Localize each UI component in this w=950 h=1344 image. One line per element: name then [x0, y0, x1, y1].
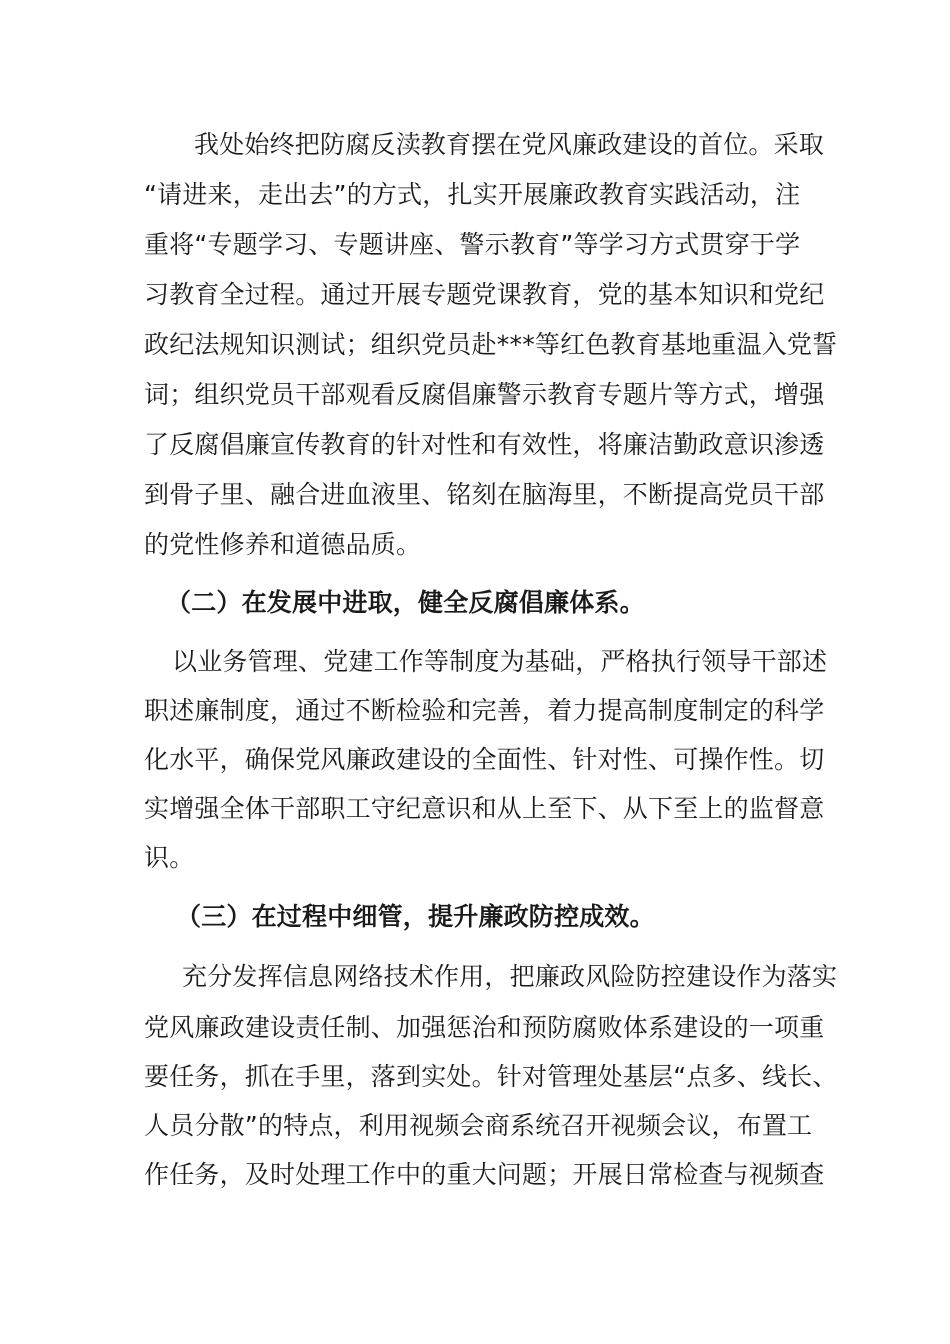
paragraph-line: 化水平，确保党风廉政建设的全面性、针对性、可操作性。切 [144, 745, 825, 774]
paragraph-line: 职述廉制度，通过不断检验和完善，着力提高制度制定的科学 [144, 696, 825, 725]
paragraph-line: 识。 [144, 843, 195, 872]
paragraph-line: “请进来，走出去”的方式，扎实开展廉政教育实践活动，注 [144, 180, 801, 209]
paragraph-line: 党风廉政建设责任制、加强惩治和预防腐败体系建设的一项重 [144, 1013, 825, 1042]
paragraph-line: 政纪法规知识测试；组织党员赴***等红色教育基地重温入党誓 [144, 330, 838, 359]
paragraph-line: 人员分散”的特点，利用视频会商系统召开视频会议，布置工 [144, 1111, 813, 1140]
paragraph-line: 习教育全过程。通过开展专题党课教育，党的基本知识和党纪 [144, 280, 825, 309]
paragraph-line: 到骨子里、融合进血液里、铭刻在脑海里，不断提高党员干部 [144, 480, 825, 509]
paragraph-line: 词；组织党员干部观看反腐倡廉警示教育专题片等方式，增强 [144, 380, 825, 409]
paragraph-line: 了反腐倡廉宣传教育的针对性和有效性，将廉洁勤政意识渗透 [144, 430, 825, 459]
paragraph-line: 作任务，及时处理工作中的重大问题；开展日常检查与视频查 [144, 1160, 825, 1189]
section-heading: （三）在过程中细管，提升廉政防控成效。 [176, 902, 655, 931]
paragraph-line: 以业务管理、党建工作等制度为基础，严格执行领导干部述 [172, 647, 828, 676]
paragraph-line: 充分发挥信息网络技术作用，把廉政风险防控建设作为落实 [182, 962, 838, 991]
paragraph-line: 的党性修养和道德品质。 [144, 530, 422, 559]
section-heading: （二）在发展中进取，健全反腐倡廉体系。 [166, 588, 645, 617]
paragraph-line: 要任务，抓在手里，落到实处。针对管理处基层“点多、线长、 [144, 1062, 838, 1091]
paragraph-line: 重将“专题学习、专题讲座、警示教育”等学习方式贯穿于学 [144, 230, 801, 259]
paragraph-line: 实增强全体干部职工守纪意识和从上至下、从下至上的监督意 [144, 794, 825, 823]
paragraph-line: 我处始终把防腐反渎教育摆在党风廉政建设的首位。采取 [194, 130, 825, 159]
